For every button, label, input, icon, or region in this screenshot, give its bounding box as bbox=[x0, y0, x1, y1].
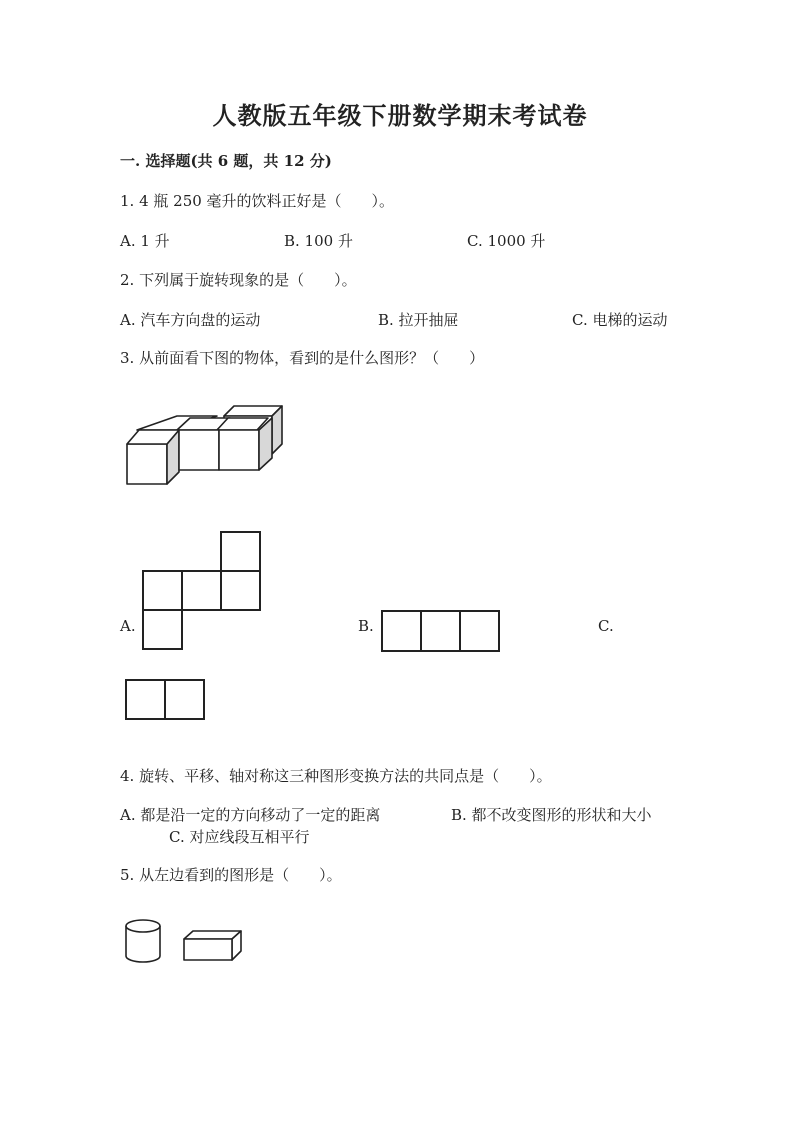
q1-option-a: A. 1 升 bbox=[120, 232, 170, 250]
q3-option-b-figure bbox=[381, 610, 503, 654]
q2-option-c: C. 电梯的运动 bbox=[572, 311, 668, 329]
q2-option-a: A. 汽车方向盘的运动 bbox=[120, 311, 261, 329]
q1-option-c: C. 1000 升 bbox=[467, 232, 546, 250]
question-3: 3. 从前面看下图的物体，看到的是什么图形？（ ） bbox=[120, 349, 485, 367]
q4-option-c: C. 对应线段互相平行 bbox=[169, 828, 310, 846]
cube-object-figure bbox=[120, 400, 290, 490]
q3-option-a-figure bbox=[142, 531, 264, 653]
q1-option-b: B. 100 升 bbox=[284, 232, 353, 250]
question-2: 2. 下列属于旋转现象的是（ ）。 bbox=[120, 271, 357, 289]
q4-option-a: A. 都是沿一定的方向移动了一定的距离 bbox=[120, 806, 381, 824]
cuboid-figure bbox=[182, 929, 244, 963]
q3-option-c-label: C. bbox=[598, 617, 614, 635]
q4-option-b: B. 都不改变图形的形状和大小 bbox=[451, 806, 652, 824]
q3-option-b-label: B. bbox=[358, 617, 374, 635]
question-1: 1. 4 瓶 250 毫升的饮料正好是（ ）。 bbox=[120, 192, 395, 210]
page-title: 人教版五年级下册数学期末考试卷 bbox=[212, 101, 588, 130]
question-5: 5. 从左边看到的图形是（ ）。 bbox=[120, 866, 342, 884]
cylinder-figure bbox=[124, 918, 164, 964]
q3-option-c-figure bbox=[125, 679, 209, 723]
question-4: 4. 旋转、平移、轴对称这三种图形变换方法的共同点是（ ）。 bbox=[120, 767, 552, 785]
q3-option-a-label: A. bbox=[120, 617, 136, 635]
q2-option-b: B. 拉开抽屉 bbox=[378, 311, 459, 329]
section-heading: 一. 选择题(共 6 题，共 12 分) bbox=[120, 152, 332, 170]
